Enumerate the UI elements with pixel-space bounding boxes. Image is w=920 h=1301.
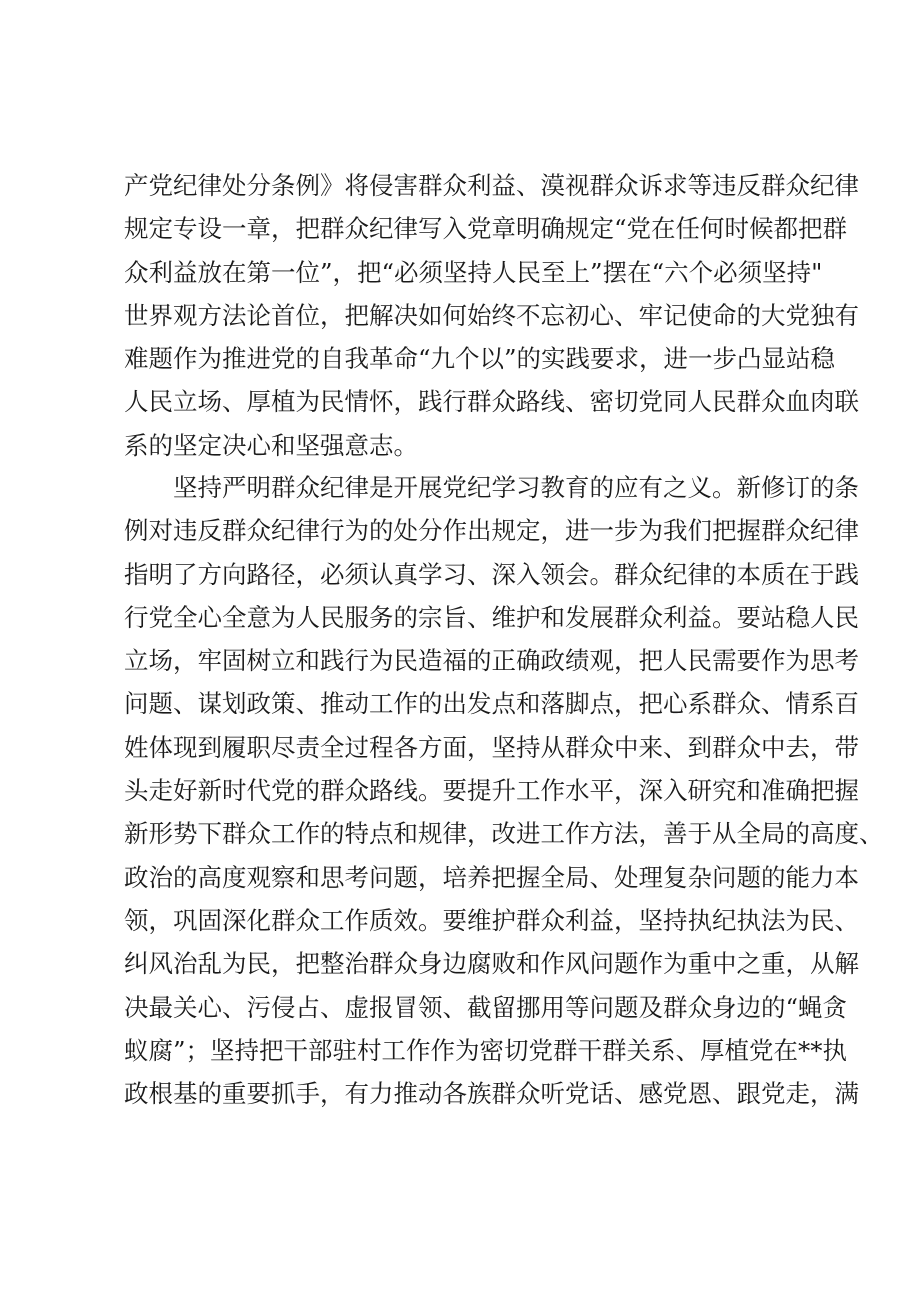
text-line: 众利益放在第一位”，把“必须坚持人民至上”摆在“六个必须坚持" [124,257,823,287]
text-line: 行党全心全意为人民服务的宗旨、维护和发展群众利益。要站稳人民 [124,602,859,632]
text-line: 人民立场、厚植为民情怀，践行群众路线、密切党同人民群众血肉联 [124,387,859,417]
text-line: 头走好新时代党的群众路线。要提升工作水平，深入研究和准确把握 [124,776,859,806]
text-line: 姓体现到履职尽责全过程各方面，坚持从群众中来、到群众中去，带 [124,732,859,762]
text-line: 规定专设一章，把群众纪律写入党章明确规定“党在任何时候都把群 [124,214,848,244]
paragraph-2 [124,466,884,1115]
text-line: 政根基的重要抓手，有力推动各族群众听党话、感党恩、跟党走，满 [124,1079,859,1109]
text-line: 领，巩固深化群众工作质效。要维护群众利益，坚持执纪执法为民、 [124,905,859,935]
text-line: 决最关心、污侵占、虚报冒领、截留挪用等问题及群众身边的“蝇贪 [124,992,848,1022]
text-line: 政治的高度观察和思考问题，培养把握全局、处理复杂问题的能力本 [124,862,859,892]
text-line: 例对违反群众纪律行为的处分作出规定，进一步为我们把握群众纪律 [124,516,859,546]
text-line: 世界观方法论首位，把解决如何始终不忘初心、牢记使命的大党独有 [124,300,859,330]
text-line: 指明了方向路径，必须认真学习、深入领会。群众纪律的本质在于践 [124,559,859,589]
text-line: 产党纪律处分条例》将侵害群众利益、漠视群众诉求等违反群众纪律 [124,171,859,200]
text-line: 立场，牢固树立和践行为民造福的正确政绩观，把人民需要作为思考 [124,646,859,676]
text-line: 蚁腐”；坚持把干部驻村工作作为密切党群干群关系、厚植党在**执 [124,1035,848,1065]
text-line: 难题作为推进党的自我革命“九个以”的实践要求，进一步凸显站稳 [124,344,836,374]
text-line: 坚持严明群众纪律是开展党纪学习教育的应有之义。新修订的条 [173,473,859,502]
text-line: 系的坚定决心和坚强意志。 [124,430,418,460]
paragraph-1 [124,164,859,467]
text-line: 新形势下群众工作的特点和规律，改进工作方法，善于从全局的高度、 [124,819,884,849]
text-line: 纠风治乱为民，把整治群众身边腐败和作风问题作为重中之重，从解 [124,949,859,979]
text-line: 问题、谋划政策、推动工作的出发点和落脚点，把心系群众、情系百 [124,689,859,719]
